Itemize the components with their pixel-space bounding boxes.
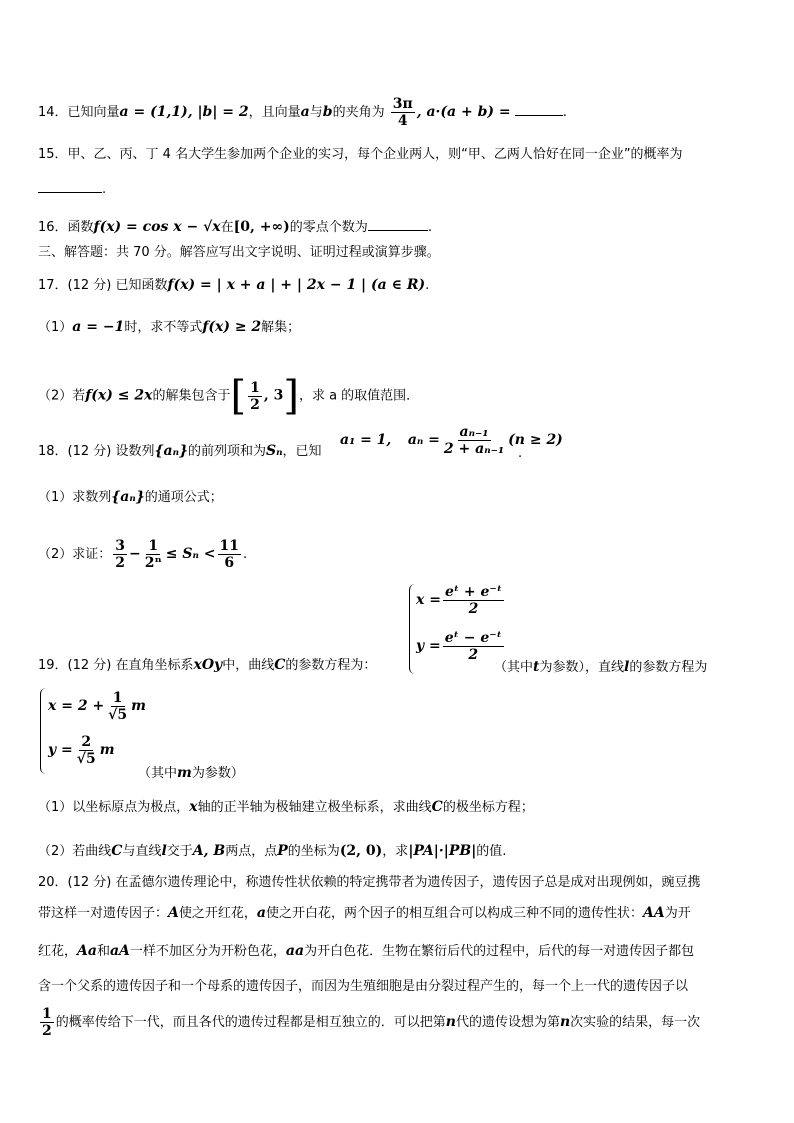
q17-end: . — [425, 278, 430, 293]
q14-end: . — [562, 105, 567, 120]
q19-param-note: （其中t为参数），直线l的参数方程为 — [494, 659, 708, 675]
q14-expression: , a·(a + b) = — [416, 104, 511, 120]
q14-vec-b: b — [322, 104, 333, 120]
q14-answer-blank — [515, 103, 563, 116]
q18-sequence: {aₙ} — [154, 443, 188, 459]
question-17 — [38, 276, 429, 295]
q15-answer-blank — [38, 180, 102, 193]
question-20-line-1: 20．(12 分) 在孟德尔遗传理论中，称遗传性状依赖的特定携带者为遗传因子，遗传因子总是成对出现例如，豌豆携 — [38, 875, 701, 890]
q19-line-y: y = $\frac{2}{√5}$ m — [48, 734, 115, 767]
q17-p1-condition: a = −1 — [72, 319, 125, 335]
question-15-answer-line — [38, 180, 106, 199]
section-3-heading: 三、解答题：共 70 分。解答应写出文字说明、证明过程或演算步骤。 — [38, 245, 440, 260]
q16-suffix: 的零点个数为 — [289, 220, 368, 235]
q16-function: f(x) = cos x − √x — [93, 219, 221, 235]
q14-mid2: 的夹角为 — [332, 105, 385, 120]
q17-part-1: （1）a = −1时，求不等式f(x) ≥ 2解集； — [38, 319, 301, 335]
q17-right-bracket: ] — [283, 373, 299, 419]
q14-angle-fraction: $\frac{3\pi}{4}$ — [392, 96, 413, 129]
q16-end: . — [427, 220, 432, 235]
q18-sn: Sₙ — [266, 443, 283, 459]
q20-half-fraction: $\frac{1}{2}$ — [42, 1006, 52, 1039]
q18-part-1: （1）求数列{aₙ}的通项公式； — [38, 489, 223, 505]
q18-recurrence-fraction: $\frac{\text{aₙ₋₁}}{\text{2 + aₙ₋₁}}$ — [443, 424, 505, 457]
q14-prefix: 14．已知向量 — [38, 105, 120, 120]
q17-p1-inequality: f(x) ≥ 2 — [202, 319, 262, 335]
q18-end: . — [518, 446, 523, 461]
q16-interval: [0, +∞) — [233, 219, 290, 235]
question-16 — [38, 218, 432, 237]
q16-answer-blank — [368, 218, 428, 231]
q19-curve-x: x = $\frac{\text{eᵗ + e⁻ᵗ}}{2}$ — [416, 584, 503, 617]
q17-part-2: （2）若f(x) ≤ 2x的解集包含于[ $\frac{1}{2}$ , 3]，求 a 的取值范围． — [38, 373, 420, 419]
q17-half: $\frac{1}{2}$ — [250, 379, 260, 413]
q16-prefix: 16．函数 — [38, 220, 94, 235]
q18-given-conditions: a₁ = 1, aₙ = $\frac{\text{aₙ₋₁}}{\text{2 + aₙ₋₁}}$ (n ≥ 2) — [340, 424, 563, 457]
question-15 — [38, 146, 683, 164]
q14-mid1: ，且向量 — [248, 105, 301, 120]
question-14 — [38, 96, 567, 129]
question-18: 18．(12 分) 设数列{aₙ}的前列项和为Sₙ，已知 — [38, 443, 322, 459]
q19-curve-y: y = $\frac{\text{eᵗ − e⁻ᵗ}}{2}$ — [416, 630, 502, 663]
q17-p2-inequality: f(x) ≤ 2x — [85, 387, 153, 404]
q19-part-2: （2）若曲线C与直线l交于A, B两点，点P的坐标为(2, 0)，求|PA|·|PB|的值. — [38, 843, 507, 859]
q16-zai: 在 — [220, 220, 234, 235]
q17-prefix: 17．(12 分) 已知函数 — [38, 278, 168, 293]
q15-text: 15．甲、乙、丙、丁 4 名大学生参加两个企业的实习，每个企业两人，则“甲、乙两人恰好在同一企业”的概率为 — [38, 147, 683, 162]
question-20-line-4: 含一个父系的遗传因子和一个母系的遗传因子，而因为生殖细胞是由分裂过程产生的，每一个上一代的遗传因子以 — [38, 979, 689, 994]
question-20-line-2: 带这样一对遗传因子：A使之开红花，a使之开白花，两个因子的相互组合可以构成三种不同的遗传性状：AA为开 — [38, 905, 691, 921]
q14-yu: 与 — [309, 105, 323, 120]
q17-function: f(x) = | x + a | + | 2x − 1 | (a ∈ R) — [167, 277, 426, 293]
q19-line-x: x = 2 + $\frac{1}{√5}$ m — [48, 690, 146, 723]
q17-left-bracket: [ — [230, 373, 247, 419]
q14-vec-a: a — [300, 104, 310, 120]
question-19: 19．(12 分) 在直角坐标系xOy中，曲线C的参数方程为： — [38, 657, 377, 673]
q14-vector-condition: a = (1,1), |b| = 2 — [119, 104, 249, 120]
q15-end: . — [102, 182, 107, 197]
q19-part-1: （1）以坐标原点为极点，x轴的正半轴为极轴建立极坐标系，求曲线C的极坐标方程； — [38, 799, 534, 815]
q18-part-2: （2）求证： $\frac{3}{2}$ − $\frac{1}{\text{2ⁿ}}$ ≤ Sₙ < $\frac{11}{6}$ . — [38, 538, 248, 571]
question-20-line-3: 红花，Aa和aA一样不加区分为开粉色花，aa为开白色花．生物在繁衍后代的过程中，后代的每一对遗传因子都包 — [38, 943, 695, 959]
question-20-line-5: $\frac{1}{2}$ 的概率传给下一代，而且各代的遗传过程都是相互独立的．可以把第n代的遗传设想为第n次实验的结果，每一次 — [42, 1006, 701, 1039]
q19-m-note: （其中m为参数） — [138, 765, 244, 781]
